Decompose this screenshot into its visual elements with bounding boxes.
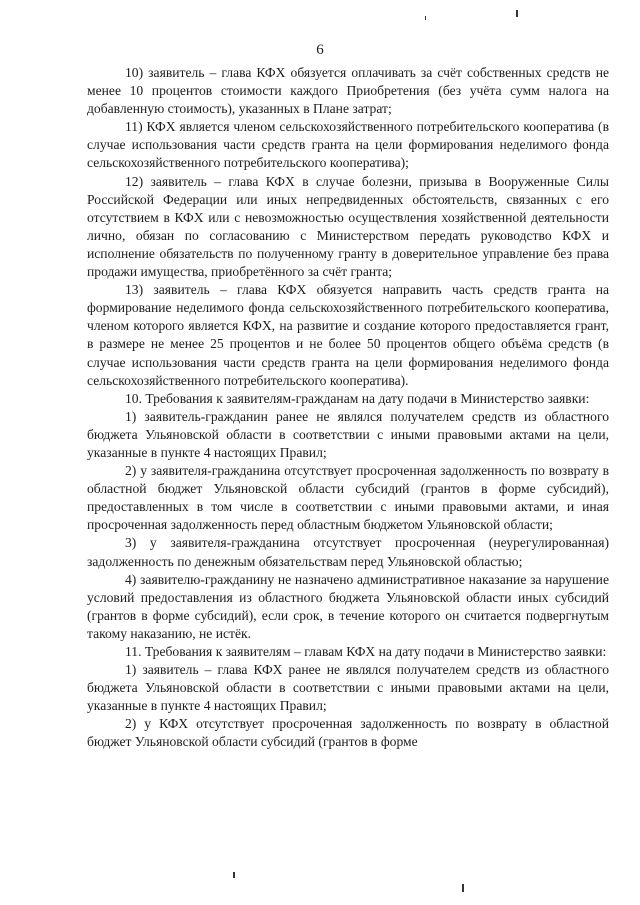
scan-speck <box>516 10 518 17</box>
paragraph: 13) заявитель – глава КФХ обязуется направить часть средств гранта на формирование неделимого фонда сельскохозяйственного потребительского кооператива, членом которого является КФХ, на развитие и создание которого предоставляется грант, в размере не менее 25 процентов и не более 50 процентов общего объёма средств (в случае использования части средств гранта на цели формирования неделимого фонда сельскохозяйственного потребительского кооператива). <box>87 282 609 388</box>
scan-speck <box>425 16 426 20</box>
paragraph: 12) заявитель – глава КФХ в случае болезни, призыва в Вооруженные Силы Российской Федерации или иных непредвиденных обстоятельств, связанных с его отсутствием в КФХ или с невозможностью осуществления хозяйственной деятельности лично, обязан по согласованию с Министерством передать руководство КФХ и исполнение обязательств по полученному гранту в доверительное управление без права продажи имущества, приобретённого за счёт гранта; <box>87 173 609 280</box>
paragraph: 3) у заявителя-гражданина отсутствует просроченная (неурегулированная) задолженность по денежным обязательствам перед Ульяновской областью; <box>87 535 609 569</box>
scan-speck <box>233 872 235 878</box>
scan-speck <box>462 884 464 892</box>
paragraph: 1) заявитель – глава КФХ ранее не являлся получателем средств из областного бюджета Ульяновской области в соответствии с иными правовыми актами на цели, указанные в пункте 4 настоящих Правил; <box>87 662 609 714</box>
page-number: 6 <box>316 42 324 58</box>
paragraph: 10) заявитель – глава КФХ обязуется оплачивать за счёт собственных средств не менее 10 процентов стоимости каждого Приобретения (без учёта сумм налога на добавленную стоимость), указанных в Плане затрат; <box>87 65 609 117</box>
document-body <box>87 64 609 752</box>
paragraph: 2) у КФХ отсутствует просроченная задолженность по возврату в областной бюджет Ульяновской области субсидий (грантов в форме <box>87 716 609 750</box>
paragraph: 10. Требования к заявителям-гражданам на дату подачи в Министерство заявки: <box>125 390 590 406</box>
paragraph: 4) заявителю-гражданину не назначено административное наказание за нарушение условий предоставления из областного бюджета Ульяновской области иных субсидий (грантов в форме субсидий), если срок, в течение которого он считается подвергнутым такому наказанию, не истёк. <box>87 571 609 641</box>
paragraph: 11. Требования к заявителям – главам КФХ на дату подачи в Министерство заявки: <box>125 644 607 659</box>
paragraph: 2) у заявителя-гражданина отсутствует просроченная задолженность по возврату в областной бюджет Ульяновской области субсидий (грантов в форме субсидий), предоставленных в том числе в соответствии с иными правовыми актами, и иная просроченная задолженность перед областным бюджетом Ульяновской области; <box>87 463 609 533</box>
paragraph: 1) заявитель-гражданин ранее не являлся получателем средств из областного бюджета Ульяновской области в соответствии с иными правовыми актами на цели, указанные в пункте 4 настоящих Правил; <box>87 408 609 460</box>
paragraph: 11) КФХ является членом сельскохозяйственного потребительского кооператива (в случае использования части средств гранта на цели формирования неделимого фонда сельскохозяйственного потребительского кооператива); <box>87 119 609 171</box>
